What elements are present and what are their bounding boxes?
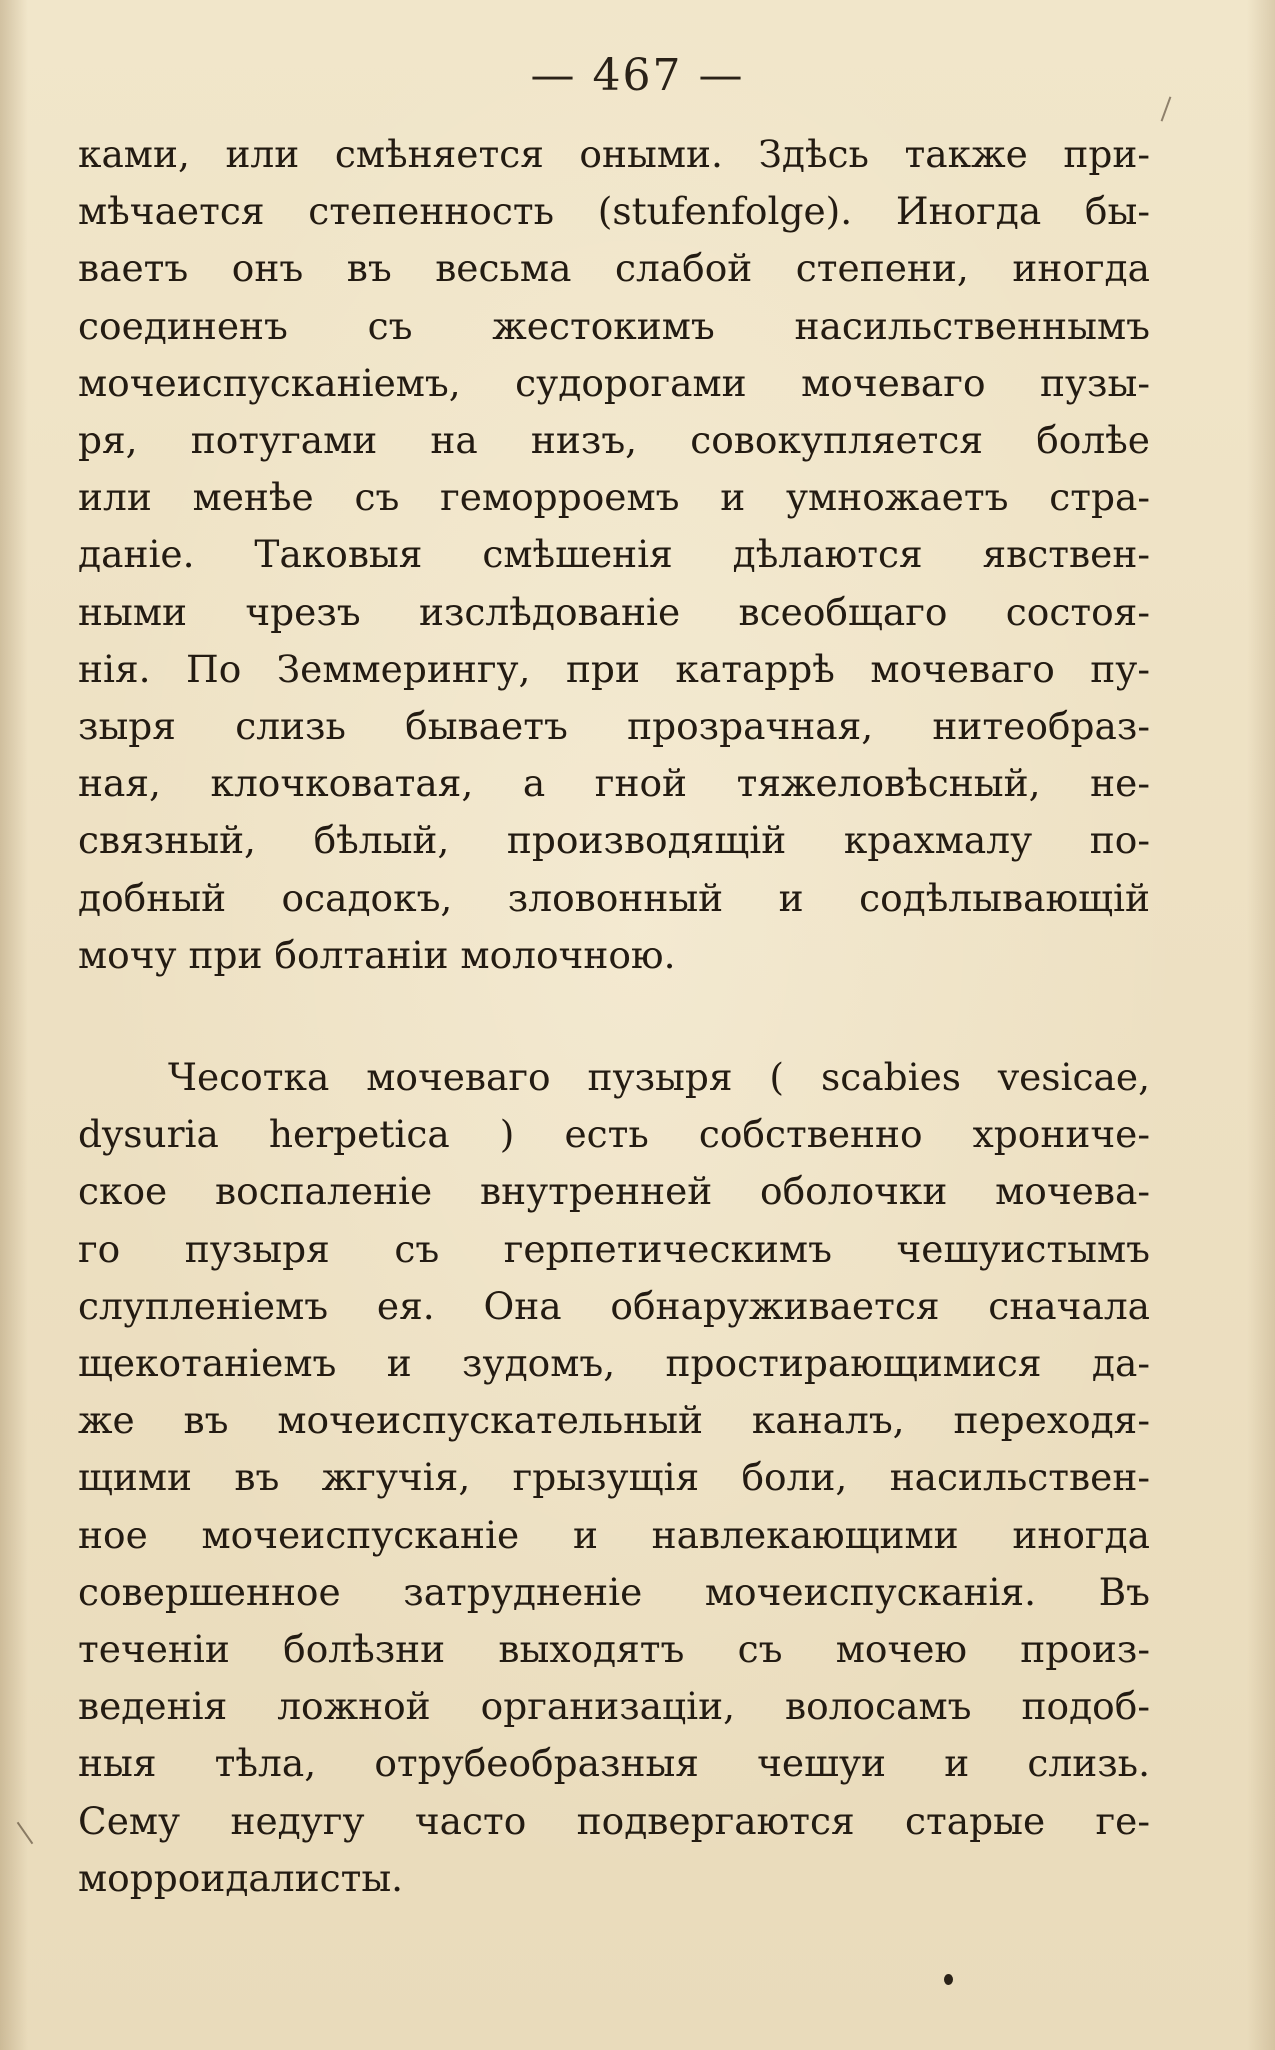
text-line: морроидалисты. [78, 1855, 404, 1900]
text-line: ря, потугами на низъ, совокупляется болѣе [78, 418, 1150, 463]
text-line: или менѣе съ геморроемъ и умножаетъ стра- [78, 475, 1150, 520]
text-line: щими въ жгучія, грызущія боли, насильствен- [78, 1455, 1150, 1500]
text-line: теченіи болѣзни выходятъ съ мочею произ- [78, 1627, 1150, 1672]
text-line: ное мочеиспусканіе и навлекающими иногда [78, 1512, 1150, 1557]
text-line: ная, клочковатая, а гной тяжеловѣсный, не- [78, 761, 1150, 806]
text-line: совершенное затрудненіе мочеиспусканія. Въ [78, 1569, 1150, 1614]
text-line: го пузыря съ герпетическимъ чешуистымъ [78, 1226, 1150, 1271]
text-line: Сему недугу часто подвергаются старые ге- [78, 1798, 1150, 1843]
text-line: мѣчается степенность (stufenfolge). Иногда бы- [78, 189, 1150, 234]
ink-speck [944, 1974, 953, 1985]
text-line: нія. По Земмерингу, при катаррѣ мочеваго пу- [78, 646, 1150, 691]
text-line: связный, бѣлый, производящій крахмалу по- [78, 818, 1150, 863]
text-line: даніе. Таковыя смѣшенія дѣлаются явствен- [78, 532, 1150, 577]
paragraph-2 [78, 1049, 1150, 1907]
paper-scratch [17, 1822, 34, 1844]
text-line: ское воспаленіе внутренней оболочки мочева- [78, 1169, 1150, 1214]
text-line: добный осадокъ, зловонный и содѣлывающій [78, 875, 1150, 920]
page-edge-shadow-left [0, 0, 28, 2050]
text-line: ваетъ онъ въ весьма слабой степени, иногда [78, 246, 1150, 291]
text-line: соединенъ съ жестокимъ насильственнымъ [78, 303, 1150, 348]
text-line: веденія ложной организаціи, волосамъ подоб- [78, 1684, 1150, 1729]
page-edge-shadow-right [1247, 0, 1275, 2050]
text-line: щекотаніемъ и зудомъ, простирающимися да- [78, 1341, 1150, 1386]
text-line: слупленіемъ ея. Она обнаруживается сначала [78, 1283, 1150, 1328]
text-line: мочу при болтаніи молочною. [78, 932, 676, 977]
text-line: мочеиспусканіемъ, судорогами мочеваго пузы- [78, 360, 1150, 405]
paragraph-1 [78, 126, 1150, 984]
page-number: — 467 — [530, 50, 745, 101]
text-line: ными чрезъ изслѣдованіе всеобщаго состоя- [78, 589, 1150, 634]
text-line: ками, или смѣняется оными. Здѣсь также при- [78, 132, 1150, 176]
text-line: же въ мочеиспускательный каналъ, переходя- [78, 1398, 1150, 1443]
text-line: dysuria herpetica ) есть собственно хрониче- [78, 1112, 1150, 1157]
text-line: Чесотка мочеваго пузыря ( scabies vesicae, [168, 1055, 1150, 1099]
text-line: ныя тѣла, отрубеобразныя чешуи и слизь. [78, 1741, 1150, 1786]
text-line: зыря слизь бываетъ прозрачная, нитеобраз- [78, 704, 1150, 749]
